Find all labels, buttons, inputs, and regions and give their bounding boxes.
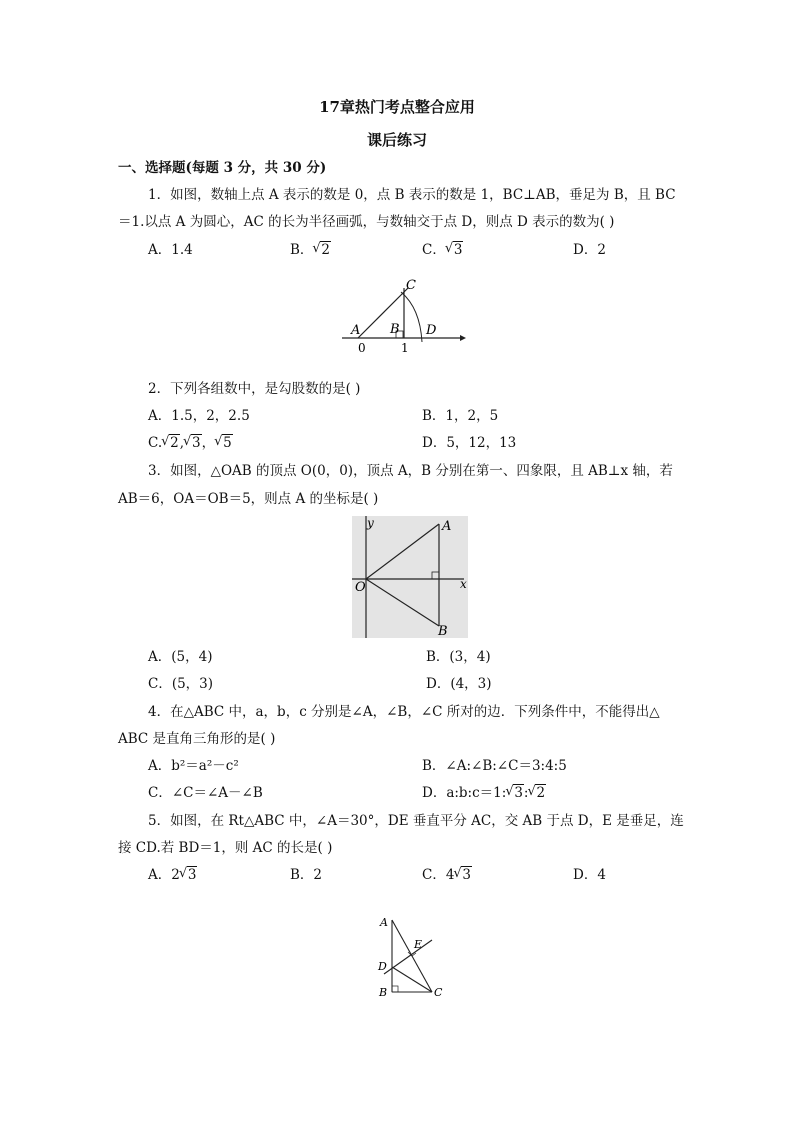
q1-option-d: D．2 bbox=[573, 242, 606, 258]
q5-option-b: B．2 bbox=[290, 867, 323, 883]
label-c: C bbox=[406, 278, 416, 293]
q2-option-c: C.√ 2,√ 3，√ 5 bbox=[148, 434, 233, 452]
q3-option-b: B．(3，4) bbox=[426, 649, 491, 665]
q3-line2: AB＝6，OA＝OB＝5，则点 A 的坐标是( ) bbox=[118, 491, 379, 507]
q1-line2: ＝1.以点 A 为圆心，AC 的长为半径画弧，与数轴交于点 D，则点 D 表示的数为( ) bbox=[118, 214, 615, 230]
q5-option-a: A．2√ 3 bbox=[148, 866, 197, 884]
q1-option-c: C．√ 3 bbox=[422, 241, 463, 259]
q5-line2: 接 CD.若 BD＝1，则 AC 的长是( ) bbox=[118, 840, 333, 856]
q5-figure bbox=[370, 912, 450, 1002]
right-angle-mark-b bbox=[392, 986, 398, 992]
label-b: B bbox=[379, 986, 388, 999]
label-d: D bbox=[378, 960, 387, 973]
q2-line1: 2．下列各组数中，是勾股数的是( ) bbox=[148, 381, 361, 397]
q2-option-a: A．1.5，2，2.5 bbox=[148, 408, 250, 424]
q4-line1: 4．在△ABC 中，a，b，c 分别是∠A，∠B，∠C 所对的边．下列条件中，不能得出△ bbox=[148, 704, 660, 720]
q5-option-c: C．4√ 3 bbox=[422, 866, 472, 884]
q2-option-b: B．1，2，5 bbox=[422, 408, 499, 424]
q4-option-c: C．∠C＝∠A－∠B bbox=[148, 785, 263, 801]
segment-ac bbox=[358, 288, 408, 338]
label-a: A bbox=[380, 916, 388, 929]
label-a: A bbox=[351, 323, 361, 338]
q3-option-a: A．(5，4) bbox=[148, 649, 213, 665]
q3-figure bbox=[352, 516, 468, 638]
q4-option-b: B．∠A:∠B:∠C＝3:4:5 bbox=[422, 758, 567, 774]
q3-line1: 3．如图，△OAB 的顶点 O(0，0)，顶点 A，B 分别在第一、四象限，且 AB⊥x 轴，若 bbox=[148, 463, 673, 479]
q1-option-a: A．1.4 bbox=[148, 242, 193, 258]
q3-option-d: D．(4，3) bbox=[426, 676, 492, 692]
q1-option-b: B．√ 2 bbox=[290, 241, 331, 259]
page-subtitle: 课后练习 bbox=[366, 131, 427, 149]
label-y: y bbox=[367, 516, 374, 530]
segment-de bbox=[384, 940, 432, 974]
label-b: B bbox=[438, 624, 448, 638]
q3-option-c: C．(5，3) bbox=[148, 676, 214, 692]
q2-option-d: D．5，12，13 bbox=[422, 435, 517, 451]
label-b: B bbox=[390, 322, 400, 337]
label-c: C bbox=[434, 986, 443, 999]
q4-option-a: A．b²＝a²－c² bbox=[148, 758, 239, 774]
label-o: O bbox=[355, 580, 366, 595]
q4-line2: ABC 是直角三角形的是( ) bbox=[118, 731, 276, 747]
label-d: D bbox=[426, 323, 437, 338]
page-title: 17章热门考点整合应用 bbox=[319, 98, 475, 116]
q1-figure bbox=[338, 276, 468, 358]
tick-0: 0 bbox=[358, 341, 366, 355]
label-e: E bbox=[414, 938, 423, 951]
q1-line1: 1．如图，数轴上点 A 表示的数是 0，点 B 表示的数是 1，BC⊥AB，垂足为 B，且 BC bbox=[148, 187, 676, 203]
q4-option-d: D．a:b:c＝1:√ 3:√ 2 bbox=[422, 784, 546, 802]
tick-1: 1 bbox=[401, 341, 409, 355]
label-x: x bbox=[460, 577, 467, 591]
arrow-head-icon bbox=[460, 335, 466, 341]
section-heading: 一、选择题(每题 3 分，共 30 分) bbox=[118, 160, 327, 176]
q5-option-d: D．4 bbox=[573, 867, 606, 883]
q5-line1: 5．如图，在 Rt△ABC 中，∠A＝30°，DE 垂直平分 AC，交 AB 于点 D，E 是垂足，连 bbox=[148, 813, 684, 829]
label-a: A bbox=[442, 519, 452, 534]
